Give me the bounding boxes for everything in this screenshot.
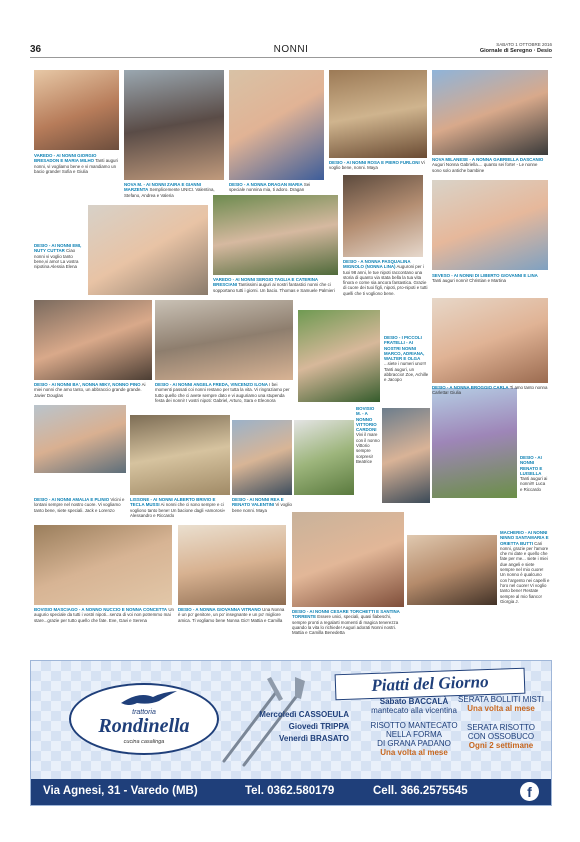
photo-caption: DESIO - A NONNA PASQUALINA MIGNOLO (NONNA LINA) Auguroni per i tuoi 98 anni, le tue nipoti raccontano una storia di quanto via stata bella la tua vita finora e come sia ancora fantastica. Grazie di cuore dei tuoi figli, nipoti, pro-nipoti e tutti quelli che ti vogliono bene. — [343, 259, 428, 296]
photo — [432, 70, 548, 155]
photo — [88, 205, 208, 295]
photo-caption: SEVESO - AI NONNI DI LIBERTO GIOVANNI E LINA Tanti auguri nonni! Christian e Martina — [432, 273, 538, 284]
page-header — [30, 44, 552, 58]
photo — [232, 420, 292, 495]
photo — [34, 525, 172, 605]
photo — [155, 300, 293, 380]
logo-name: Rondinella — [98, 715, 190, 737]
photo-caption: DESIO - A NONNA BROGGIO CARLA Ti amo tanto nonna Carletta! Giulia — [432, 385, 548, 395]
photo-caption: DESIO - A NONNA DRAGAN MARIA Sei speciale nonnina mia, ti adoro. Dragan — [229, 182, 311, 193]
photo — [407, 535, 497, 605]
photo — [298, 310, 380, 402]
photo-caption: BOVISIO MASCIAGO - A NONNO NUCCIO E NONNA CONCETTA Un augurio speciale da tutti i vostri nipoti...senza di voi non potremmo mai stare...grazie per tutto quello che fate. Eve, Gavi e Serena — [34, 607, 174, 623]
photo-caption: MACHERIO - AI NONNI NINNO SANTAMARIA E ORIETTA BUTTI Cari nonni, grazie per l'amore che mi date e quello che fate per me... siete i miei due angeli e siete sempre nel mio cuore! Un nonno è qualcuno con l'argento nei capelli e l'oro nel cuore! Vi voglio tanto bene! Restate sempre al mio fianco! Giorgia J. — [500, 530, 550, 604]
bolliti-special: SERATA BOLLITI MISTI Una volta al mese — [458, 695, 544, 713]
photo-caption: DESIO - AI NONNI ROSA E PIERO FURLONI Vi voglio bene, nonni. Maya — [329, 160, 425, 171]
newspaper-name: Giornale di Seregno · Desio — [479, 48, 552, 54]
photo — [229, 70, 324, 180]
page-number: 36 — [30, 44, 42, 55]
photo — [292, 512, 404, 607]
photo — [432, 180, 548, 270]
photo — [382, 408, 430, 503]
photo-caption: DESIO - AI NONNI BA', NONNA MIKY, NONNO PINO Ai miei nonni che amo tanto, un abbraccio grande grande. Javier Douglas — [34, 382, 146, 398]
photo — [34, 405, 126, 473]
photo-caption: DESIO - AI NONNI REA E RENATO VALENTINI Vi voglio bene nonni. Maya — [232, 497, 292, 513]
photo-caption: NOVA M. - AI NONNI ZAIRA E GIANNI MARZENTA Semplicemente UNICI. Valentina, Stefano, Andrea e Valeria — [124, 182, 215, 198]
restaurant-advertisement — [30, 660, 552, 806]
photo — [343, 175, 423, 257]
photo-caption: VAREDO - AI NONNI SERGIO TAGLIA E CATERINA BRESCIANI Tantissimi auguri ai nostri fantastici nonni che ci sopportano tutti i giorni. Un bacio. Thomas e Samuele Palmieri — [213, 277, 335, 293]
photo — [432, 298, 548, 383]
issue-date: SABATO 1 OTTOBRE 2016 — [496, 42, 552, 47]
risotto-special: RISOTTO MANTECATO NELLA FORMA DI GRANA PADANO Una volta al mese — [370, 721, 458, 757]
photo — [432, 388, 517, 498]
photo-caption: VAREDO - AI NONNI GIORGIO BRESADON E MARIA MILHO Tanti auguri nonni, vi vogliamo bene e vi mandiamo un bacio grande! Sofia e Giulia — [34, 153, 118, 174]
menu-banner: Piatti del Giorno — [335, 668, 526, 701]
photo-caption: DESIO - AI NONNI CESARE TORCHETTI E SANTINA TORRENTE Essere unici, speciali, quasi fiabeschi, sempre pronti a regalarti momenti di magica tenerezza quando la vita lo richiede! Auguri adorati Nonni nostri. Mattia e Camilla Benedetta — [292, 609, 400, 636]
photo — [294, 420, 354, 495]
photo-caption: LISSONE - AI NONNI ALBERTO BRIVIO E TECLA MUSSI Ai nonni che ci sono sempre e ci vogliono tanto bene! Un bacione dagli «amorosi» Alessandro e Riccardo — [130, 497, 226, 518]
photo-caption: DESIO - I PICCOLI FRATELLI - AI NOSTRI NONNI MARCO, ADRIANA, WALTER E OLGA ...siete i numeri uno!!! Tanti auguri, un abbraccio! Zoe, Achille e Jacopo — [384, 335, 429, 383]
photo — [124, 70, 224, 180]
photo — [213, 195, 338, 275]
restaurant-logo — [69, 683, 219, 755]
photo — [178, 525, 286, 605]
photo — [329, 70, 427, 158]
restaurant-phone: Tel. 0362.580179 — [245, 785, 335, 797]
photo-caption: DESIO - AI NONNI RENATO E LUISELLA Tanti auguri ai nonni!!! Luca e Riccardo — [520, 455, 548, 492]
photo — [34, 70, 119, 150]
photo-caption: DESIO - AI NONNI AMALIA E PLINIO Vicini e lontani sempre nel nostro cuore. Vi vogliamo tanto bene, siete speciali. Jack e Lorenzo — [34, 497, 125, 513]
restaurant-address: Via Agnesi, 31 - Varedo (MB) — [43, 785, 198, 797]
ad-contact-bar — [31, 779, 551, 805]
logo-subtitle: cucina casalinga — [123, 739, 165, 745]
saturday-special: Sabato BACCALÀ mantecato alla vicentina — [371, 697, 457, 715]
photo-caption: DESIO - AI NONNI EMI, NUTY CUTTAR Ciao nonni vi voglio tanto bene,vi amo! La vostra nipotina Alessia Elena — [34, 243, 82, 270]
section-title: NONNI — [273, 44, 309, 55]
swallow-icon — [119, 689, 179, 709]
photo-caption: DESIO - AI NONNI ANGELA FREDA, VINCENZO ILONA I bei momenti passati coi nonni restano per tutta la vita. Vi ringraziamo per tutto quello che ci avete sempre dato e vi auguriamo una stupenda festa dei nonni! I vostri nipoti: Gabriel, Arturo, Sara e Eleonora — [155, 382, 290, 403]
photo — [130, 415, 230, 495]
photo — [34, 300, 152, 380]
facebook-icon[interactable]: f — [520, 782, 539, 801]
photo-caption: BOVISIO M. - A NONNO VITTORIO CARDONI Vivi il mare con il nonno Vittorio sempre sorpresi! Beatrice — [356, 406, 380, 464]
ossobuco-special: SERATA RISOTTO CON OSSOBUCO Ogni 2 settimane — [466, 723, 535, 750]
logo-top-text: trattoria — [132, 709, 156, 716]
photo-caption: NOVA MILANESE - A NONNA GABRIELLA DASCANIO Auguri Nonna Gabriella.... quanto sei forte! - Le nonne sono solo antiche bambine — [432, 157, 544, 173]
weekday-menu: Mercoledì CASSOEULA Giovedì TRIPPA Venerdì BRASATO — [259, 710, 349, 743]
restaurant-cell: Cell. 366.2575545 — [373, 785, 468, 797]
photo-caption: DESIO - A NONNA GIOVANNA VITRANO Una Nonna è un po' genitore, un po' insegnante e un po' migliore amica. Ti vogliamo bene Nonna Gio'! Mattia e Camilla — [178, 607, 285, 623]
